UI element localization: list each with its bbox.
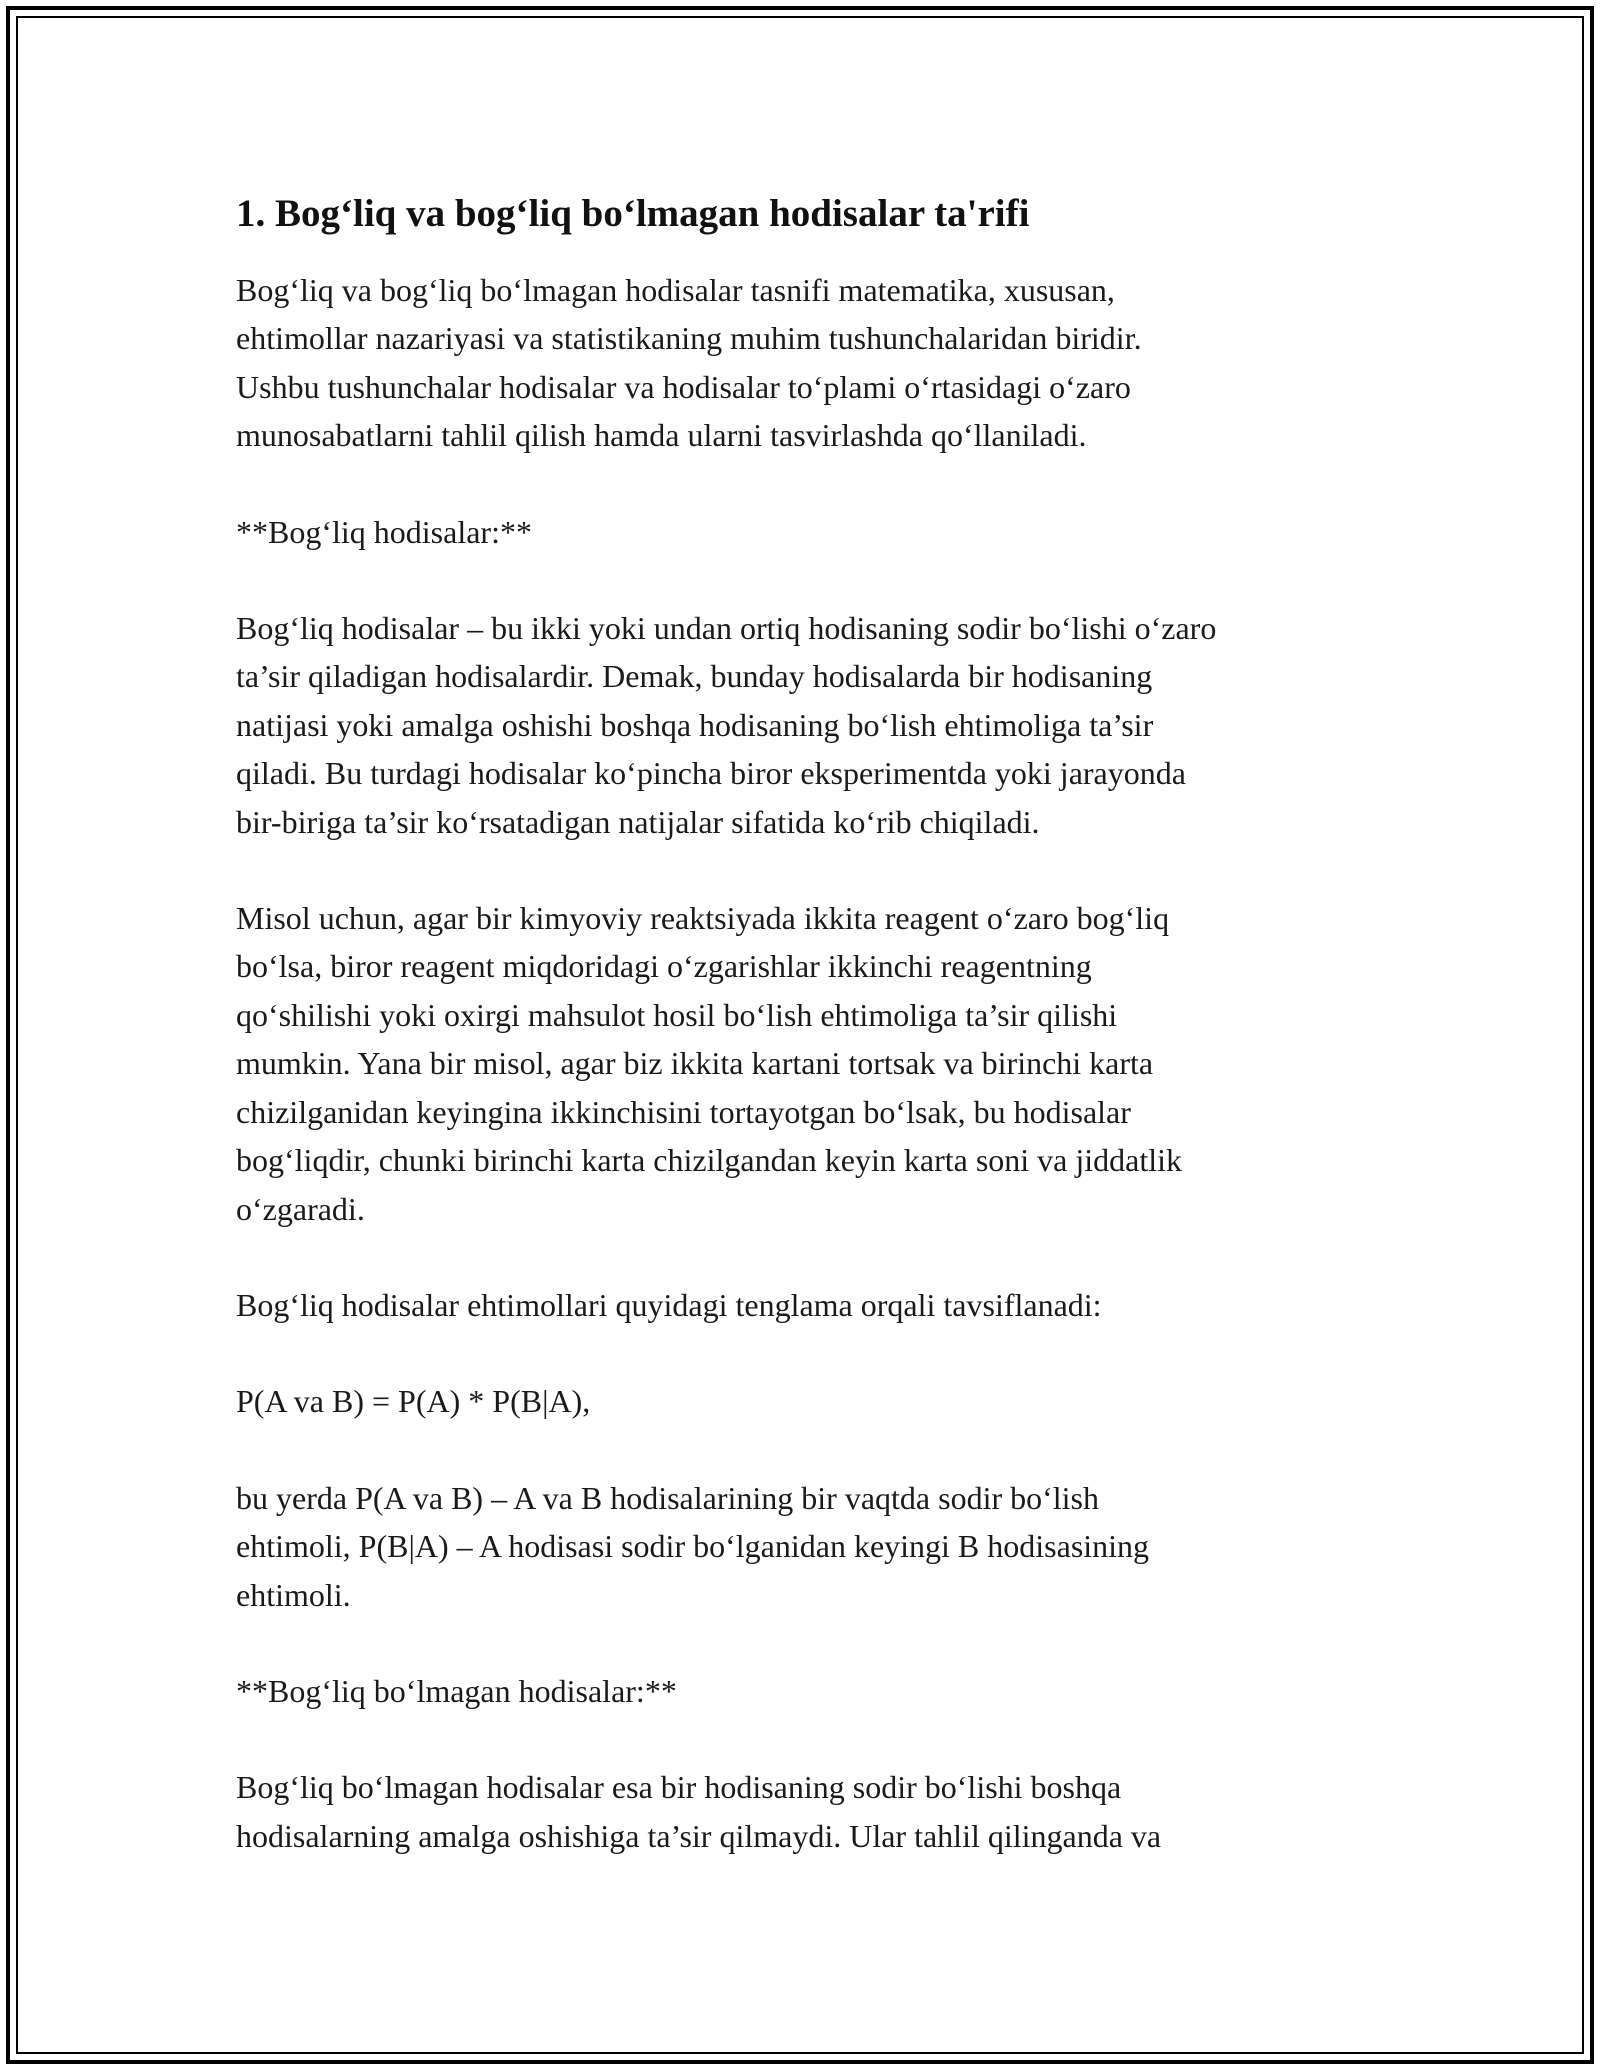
probability-intro: Bog‘liq hodisalar ehtimollari quyidagi tenglama orqali tavsiflanadi: xyxy=(236,1286,1102,1323)
intro-paragraph: Bog‘liq va bog‘liq bo‘lmagan hodisalar tasnifi matematika, xususan, ehtimollar nazariyasi va statistikaning muhim tushunchalaridan biridir. Ushbu tushunchalar hodisalar va hodisalar to‘plami o‘rtasidagi o‘zaro munosabatlarni tahlil qilish hamda ularni tasvirlashda qo‘llaniladi. xyxy=(236,272,1142,454)
probability-formula: P(A va B) = P(A) * P(B|A), xyxy=(236,1383,591,1420)
dependent-events-example: Misol uchun, agar bir kimyoviy reaktsiyada ikkita reagent o‘zaro bog‘liq bo‘lsa, biror reagent miqdoridagi o‘zgarishlar ikkinchi reagentning qo‘shilishi yoki oxirgi mahsulot hosil bo‘lish ehtimoliga ta’sir qilishi mumkin. Yana bir misol, agar biz ikkita kartani tortsak va birinchi karta chizilganidan keyingina ikkinchisini tortayotgan bo‘lsak, bu hodisalar bog‘liqdir, chunki birinchi karta chizilgandan keyin karta soni va jiddatlik o‘zgaradi. xyxy=(236,900,1183,1227)
independent-events-subheading: **Bog‘liq bo‘lmagan hodisalar:** xyxy=(236,1672,677,1709)
document-body xyxy=(236,188,1376,1908)
dependent-events-subheading: **Bog‘liq hodisalar:** xyxy=(236,513,532,550)
independent-events-definition: Bog‘liq bo‘lmagan hodisalar esa bir hodisaning sodir bo‘lishi boshqa hodisalarning amalga oshishiga ta’sir qilmaydi. Ular tahlil qilinganda va xyxy=(236,1769,1162,1854)
formula-explanation: bu yerda P(A va B) – A va B hodisalarining bir vaqtda sodir bo‘lish ehtimoli, P(B|A) – A hodisasi sodir bo‘lganidan keyingi B hodisasining ehtimoli. xyxy=(236,1479,1150,1613)
section-heading: 1. Bog‘liq va bog‘liq bo‘lmagan hodisalar ta'rifi xyxy=(236,192,1030,235)
dependent-events-definition: Bog‘liq hodisalar – bu ikki yoki undan ortiq hodisaning sodir bo‘lishi o‘zaro ta’sir qiladigan hodisalardir. Demak, bunday hodisalarda bir hodisaning natijasi yoki amalga oshishi boshqa hodisaning bo‘lish ehtimoliga ta’sir qiladi. Bu turdagi hodisalar ko‘pincha biror eksperimentda yoki jarayonda bir-biriga ta’sir ko‘rsatadigan natijalar sifatida ko‘rib chiqiladi. xyxy=(236,610,1217,840)
